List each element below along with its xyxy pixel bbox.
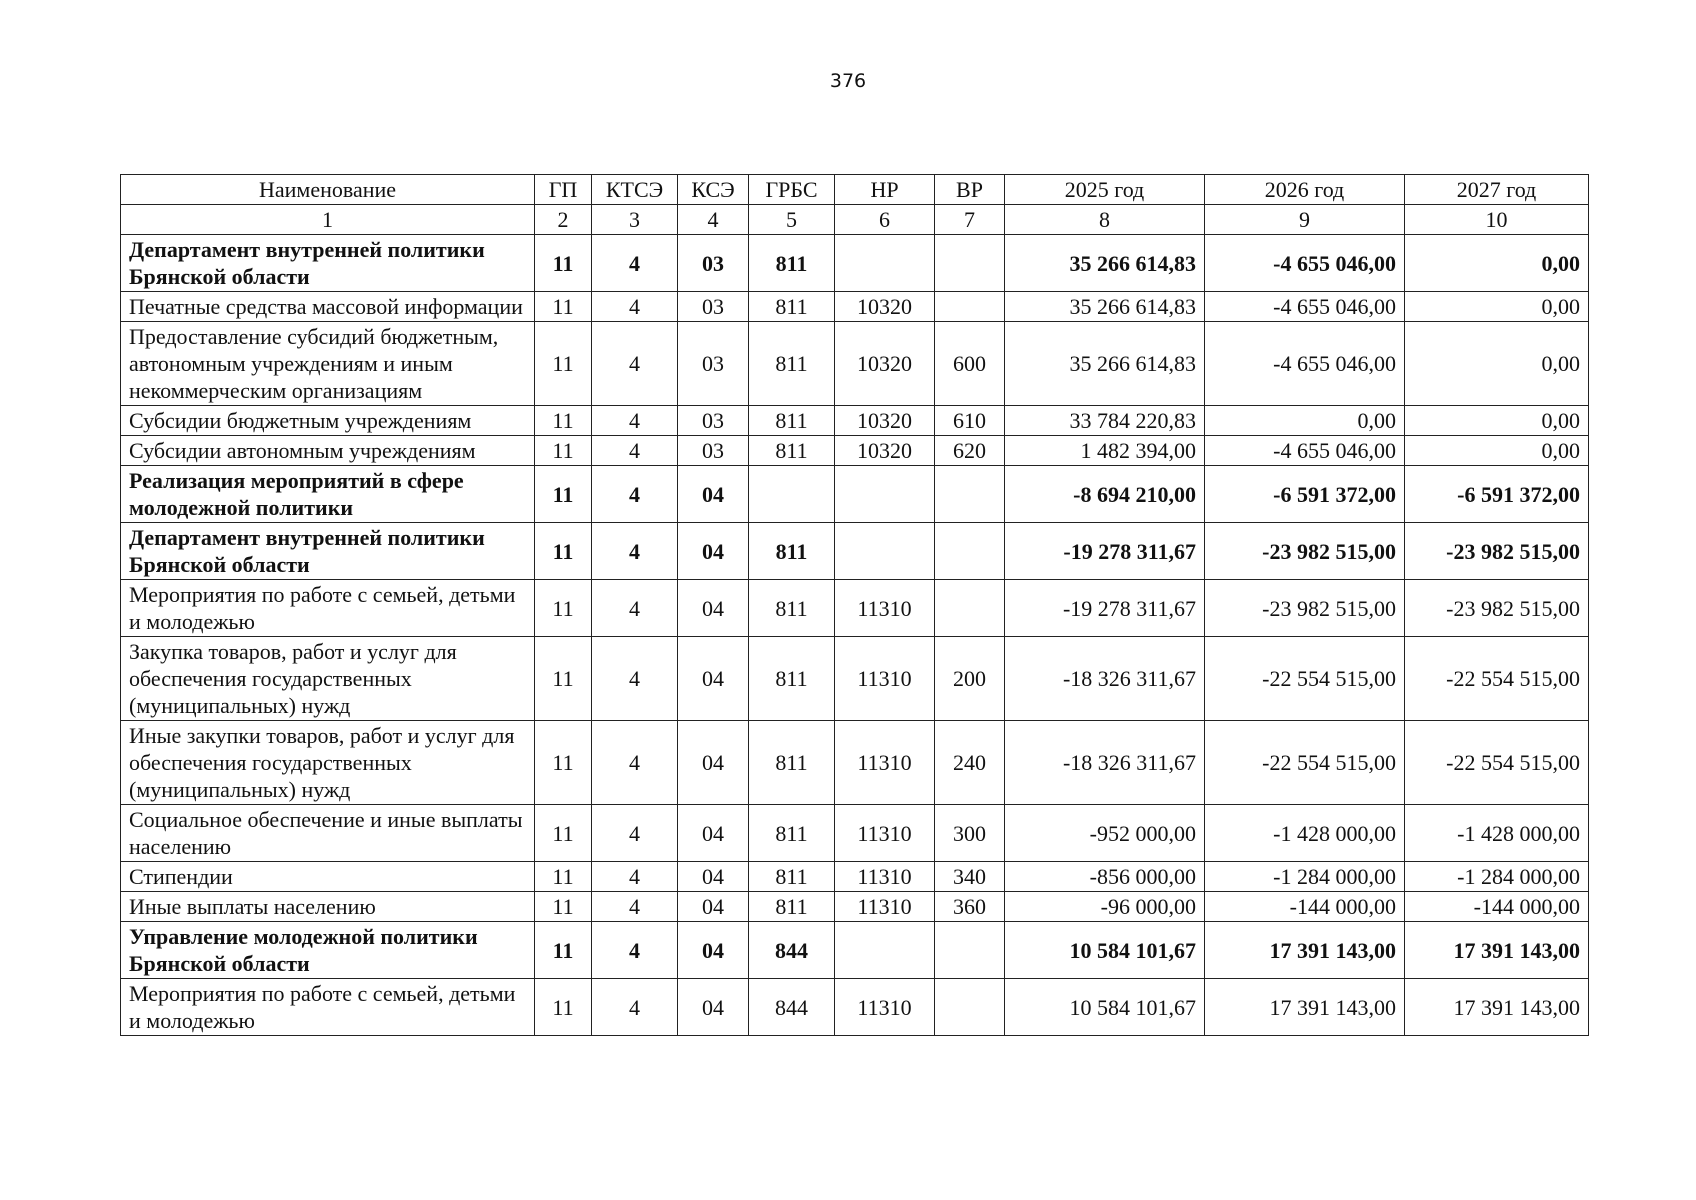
row-kse: 04 — [678, 580, 749, 637]
row-amount-2025: -19 278 311,67 — [1005, 580, 1205, 637]
row-vr: 300 — [935, 805, 1005, 862]
row-nr — [835, 466, 935, 523]
row-nr: 10320 — [835, 406, 935, 436]
row-amount-2025: -952 000,00 — [1005, 805, 1205, 862]
row-nr: 10320 — [835, 292, 935, 322]
row-ktse: 4 — [592, 523, 678, 580]
row-amount-2025: 10 584 101,67 — [1005, 979, 1205, 1036]
row-amount-2025: -19 278 311,67 — [1005, 523, 1205, 580]
row-vr — [935, 466, 1005, 523]
row-vr: 200 — [935, 637, 1005, 721]
row-amount-2026: -1 428 000,00 — [1205, 805, 1405, 862]
row-gp: 11 — [535, 235, 592, 292]
row-gp: 11 — [535, 436, 592, 466]
row-nr: 11310 — [835, 862, 935, 892]
row-kse: 04 — [678, 892, 749, 922]
row-vr: 600 — [935, 322, 1005, 406]
row-amount-2025: -18 326 311,67 — [1005, 721, 1205, 805]
row-gp: 11 — [535, 637, 592, 721]
row-vr — [935, 292, 1005, 322]
row-gp: 11 — [535, 523, 592, 580]
row-ktse: 4 — [592, 922, 678, 979]
table-row — [121, 979, 1589, 1036]
row-name: Печатные средства массовой информации — [121, 292, 535, 322]
row-nr — [835, 922, 935, 979]
table-row — [121, 235, 1589, 292]
row-ktse: 4 — [592, 322, 678, 406]
column-number: 1 — [121, 205, 535, 235]
column-number: 10 — [1405, 205, 1589, 235]
row-grbs: 844 — [749, 922, 835, 979]
row-gp: 11 — [535, 922, 592, 979]
row-name: Реализация мероприятий в сфере молодежной политики — [121, 466, 535, 523]
row-ktse: 4 — [592, 235, 678, 292]
row-nr — [835, 523, 935, 580]
column-number: 8 — [1005, 205, 1205, 235]
row-nr: 11310 — [835, 892, 935, 922]
row-vr — [935, 523, 1005, 580]
row-gp: 11 — [535, 580, 592, 637]
row-kse: 04 — [678, 862, 749, 892]
row-kse: 04 — [678, 805, 749, 862]
row-amount-2027: 0,00 — [1405, 235, 1589, 292]
row-amount-2026: -23 982 515,00 — [1205, 523, 1405, 580]
row-name: Социальное обеспечение и иные выплаты населению — [121, 805, 535, 862]
table-row — [121, 637, 1589, 721]
row-grbs: 811 — [749, 436, 835, 466]
row-grbs: 844 — [749, 979, 835, 1036]
row-kse: 03 — [678, 322, 749, 406]
row-amount-2025: 35 266 614,83 — [1005, 235, 1205, 292]
row-amount-2027: -23 982 515,00 — [1405, 580, 1589, 637]
row-nr: 10320 — [835, 322, 935, 406]
header-2025: 2025 год — [1005, 175, 1205, 205]
row-gp: 11 — [535, 979, 592, 1036]
row-amount-2025: 33 784 220,83 — [1005, 406, 1205, 436]
row-amount-2025: 35 266 614,83 — [1005, 322, 1205, 406]
row-ktse: 4 — [592, 637, 678, 721]
row-name: Субсидии бюджетным учреждениям — [121, 406, 535, 436]
table-row — [121, 523, 1589, 580]
column-number: 2 — [535, 205, 592, 235]
column-number: 3 — [592, 205, 678, 235]
row-ktse: 4 — [592, 805, 678, 862]
row-vr: 360 — [935, 892, 1005, 922]
row-gp: 11 — [535, 322, 592, 406]
row-name: Мероприятия по работе с семьей, детьми и молодежью — [121, 580, 535, 637]
row-amount-2026: -4 655 046,00 — [1205, 322, 1405, 406]
row-grbs: 811 — [749, 721, 835, 805]
row-nr: 11310 — [835, 805, 935, 862]
row-nr: 11310 — [835, 979, 935, 1036]
row-name: Департамент внутренней политики Брянской области — [121, 235, 535, 292]
row-kse: 03 — [678, 436, 749, 466]
row-kse: 04 — [678, 523, 749, 580]
row-vr — [935, 922, 1005, 979]
row-amount-2026: -22 554 515,00 — [1205, 637, 1405, 721]
row-vr: 240 — [935, 721, 1005, 805]
column-number: 9 — [1205, 205, 1405, 235]
row-kse: 04 — [678, 721, 749, 805]
row-amount-2027: -23 982 515,00 — [1405, 523, 1589, 580]
row-nr: 11310 — [835, 580, 935, 637]
row-vr — [935, 979, 1005, 1036]
row-name: Предоставление субсидий бюджетным, автономным учреждениям и иным некоммерческим организациям — [121, 322, 535, 406]
header-vr: ВР — [935, 175, 1005, 205]
row-vr: 610 — [935, 406, 1005, 436]
table-row — [121, 466, 1589, 523]
column-number: 4 — [678, 205, 749, 235]
row-ktse: 4 — [592, 436, 678, 466]
row-amount-2027: 0,00 — [1405, 322, 1589, 406]
table-row — [121, 406, 1589, 436]
row-kse: 04 — [678, 466, 749, 523]
table-row — [121, 805, 1589, 862]
table-row — [121, 721, 1589, 805]
row-grbs: 811 — [749, 523, 835, 580]
row-amount-2027: 17 391 143,00 — [1405, 922, 1589, 979]
row-ktse: 4 — [592, 466, 678, 523]
row-ktse: 4 — [592, 406, 678, 436]
column-number: 7 — [935, 205, 1005, 235]
row-grbs: 811 — [749, 292, 835, 322]
row-amount-2026: -1 284 000,00 — [1205, 862, 1405, 892]
row-amount-2027: -6 591 372,00 — [1405, 466, 1589, 523]
row-name: Субсидии автономным учреждениям — [121, 436, 535, 466]
row-kse: 03 — [678, 235, 749, 292]
header-grbs: ГРБС — [749, 175, 835, 205]
row-name: Иные закупки товаров, работ и услуг для обеспечения государственных (муниципальных) нужд — [121, 721, 535, 805]
row-gp: 11 — [535, 721, 592, 805]
header-kse: КСЭ — [678, 175, 749, 205]
row-amount-2025: -18 326 311,67 — [1005, 637, 1205, 721]
column-number: 6 — [835, 205, 935, 235]
row-gp: 11 — [535, 406, 592, 436]
row-grbs: 811 — [749, 580, 835, 637]
table-row — [121, 322, 1589, 406]
row-amount-2025: 10 584 101,67 — [1005, 922, 1205, 979]
row-amount-2026: -4 655 046,00 — [1205, 235, 1405, 292]
row-gp: 11 — [535, 892, 592, 922]
row-amount-2025: -8 694 210,00 — [1005, 466, 1205, 523]
page-number: 376 — [829, 70, 867, 92]
row-ktse: 4 — [592, 721, 678, 805]
row-kse: 04 — [678, 979, 749, 1036]
row-kse: 04 — [678, 922, 749, 979]
row-amount-2026: -4 655 046,00 — [1205, 436, 1405, 466]
row-grbs: 811 — [749, 322, 835, 406]
row-nr: 11310 — [835, 721, 935, 805]
header-gp: ГП — [535, 175, 592, 205]
row-name: Стипендии — [121, 862, 535, 892]
row-gp: 11 — [535, 805, 592, 862]
row-name: Департамент внутренней политики Брянской области — [121, 523, 535, 580]
row-amount-2026: 0,00 — [1205, 406, 1405, 436]
row-kse: 03 — [678, 406, 749, 436]
row-amount-2027: 17 391 143,00 — [1405, 979, 1589, 1036]
header-name: Наименование — [121, 175, 535, 205]
row-name: Иные выплаты населению — [121, 892, 535, 922]
row-vr — [935, 580, 1005, 637]
row-nr: 11310 — [835, 637, 935, 721]
row-vr: 620 — [935, 436, 1005, 466]
row-amount-2027: -22 554 515,00 — [1405, 721, 1589, 805]
row-nr: 10320 — [835, 436, 935, 466]
column-number: 5 — [749, 205, 835, 235]
row-amount-2027: 0,00 — [1405, 292, 1589, 322]
row-ktse: 4 — [592, 892, 678, 922]
row-amount-2025: -96 000,00 — [1005, 892, 1205, 922]
row-grbs: 811 — [749, 862, 835, 892]
row-vr — [935, 235, 1005, 292]
row-ktse: 4 — [592, 580, 678, 637]
row-amount-2025: -856 000,00 — [1005, 862, 1205, 892]
row-kse: 03 — [678, 292, 749, 322]
row-grbs: 811 — [749, 406, 835, 436]
row-ktse: 4 — [592, 292, 678, 322]
row-grbs: 811 — [749, 637, 835, 721]
row-kse: 04 — [678, 637, 749, 721]
table-row — [121, 862, 1589, 892]
row-amount-2027: 0,00 — [1405, 436, 1589, 466]
row-ktse: 4 — [592, 862, 678, 892]
header-2026: 2026 год — [1205, 175, 1405, 205]
row-amount-2027: -144 000,00 — [1405, 892, 1589, 922]
table-row — [121, 436, 1589, 466]
row-nr — [835, 235, 935, 292]
row-amount-2027: -1 428 000,00 — [1405, 805, 1589, 862]
row-amount-2026: -22 554 515,00 — [1205, 721, 1405, 805]
header-ktse: КТСЭ — [592, 175, 678, 205]
row-name: Мероприятия по работе с семьей, детьми и молодежью — [121, 979, 535, 1036]
row-grbs: 811 — [749, 235, 835, 292]
row-amount-2025: 1 482 394,00 — [1005, 436, 1205, 466]
row-amount-2026: -23 982 515,00 — [1205, 580, 1405, 637]
row-amount-2027: -22 554 515,00 — [1405, 637, 1589, 721]
row-ktse: 4 — [592, 979, 678, 1036]
row-amount-2026: 17 391 143,00 — [1205, 979, 1405, 1036]
header-nr: НР — [835, 175, 935, 205]
column-number-row — [121, 205, 1589, 235]
row-amount-2027: -1 284 000,00 — [1405, 862, 1589, 892]
row-amount-2026: -144 000,00 — [1205, 892, 1405, 922]
row-gp: 11 — [535, 862, 592, 892]
row-amount-2027: 0,00 — [1405, 406, 1589, 436]
row-amount-2026: -6 591 372,00 — [1205, 466, 1405, 523]
table-row — [121, 580, 1589, 637]
table-row — [121, 892, 1589, 922]
row-grbs — [749, 466, 835, 523]
row-grbs: 811 — [749, 892, 835, 922]
header-2027: 2027 год — [1405, 175, 1589, 205]
table-row — [121, 292, 1589, 322]
row-name: Закупка товаров, работ и услуг для обеспечения государственных (муниципальных) нужд — [121, 637, 535, 721]
row-vr: 340 — [935, 862, 1005, 892]
row-grbs: 811 — [749, 805, 835, 862]
row-gp: 11 — [535, 466, 592, 523]
table-row — [121, 922, 1589, 979]
row-amount-2026: 17 391 143,00 — [1205, 922, 1405, 979]
header-row — [121, 175, 1589, 205]
row-amount-2025: 35 266 614,83 — [1005, 292, 1205, 322]
row-name: Управление молодежной политики Брянской области — [121, 922, 535, 979]
row-amount-2026: -4 655 046,00 — [1205, 292, 1405, 322]
row-gp: 11 — [535, 292, 592, 322]
budget-table — [120, 174, 1589, 1036]
